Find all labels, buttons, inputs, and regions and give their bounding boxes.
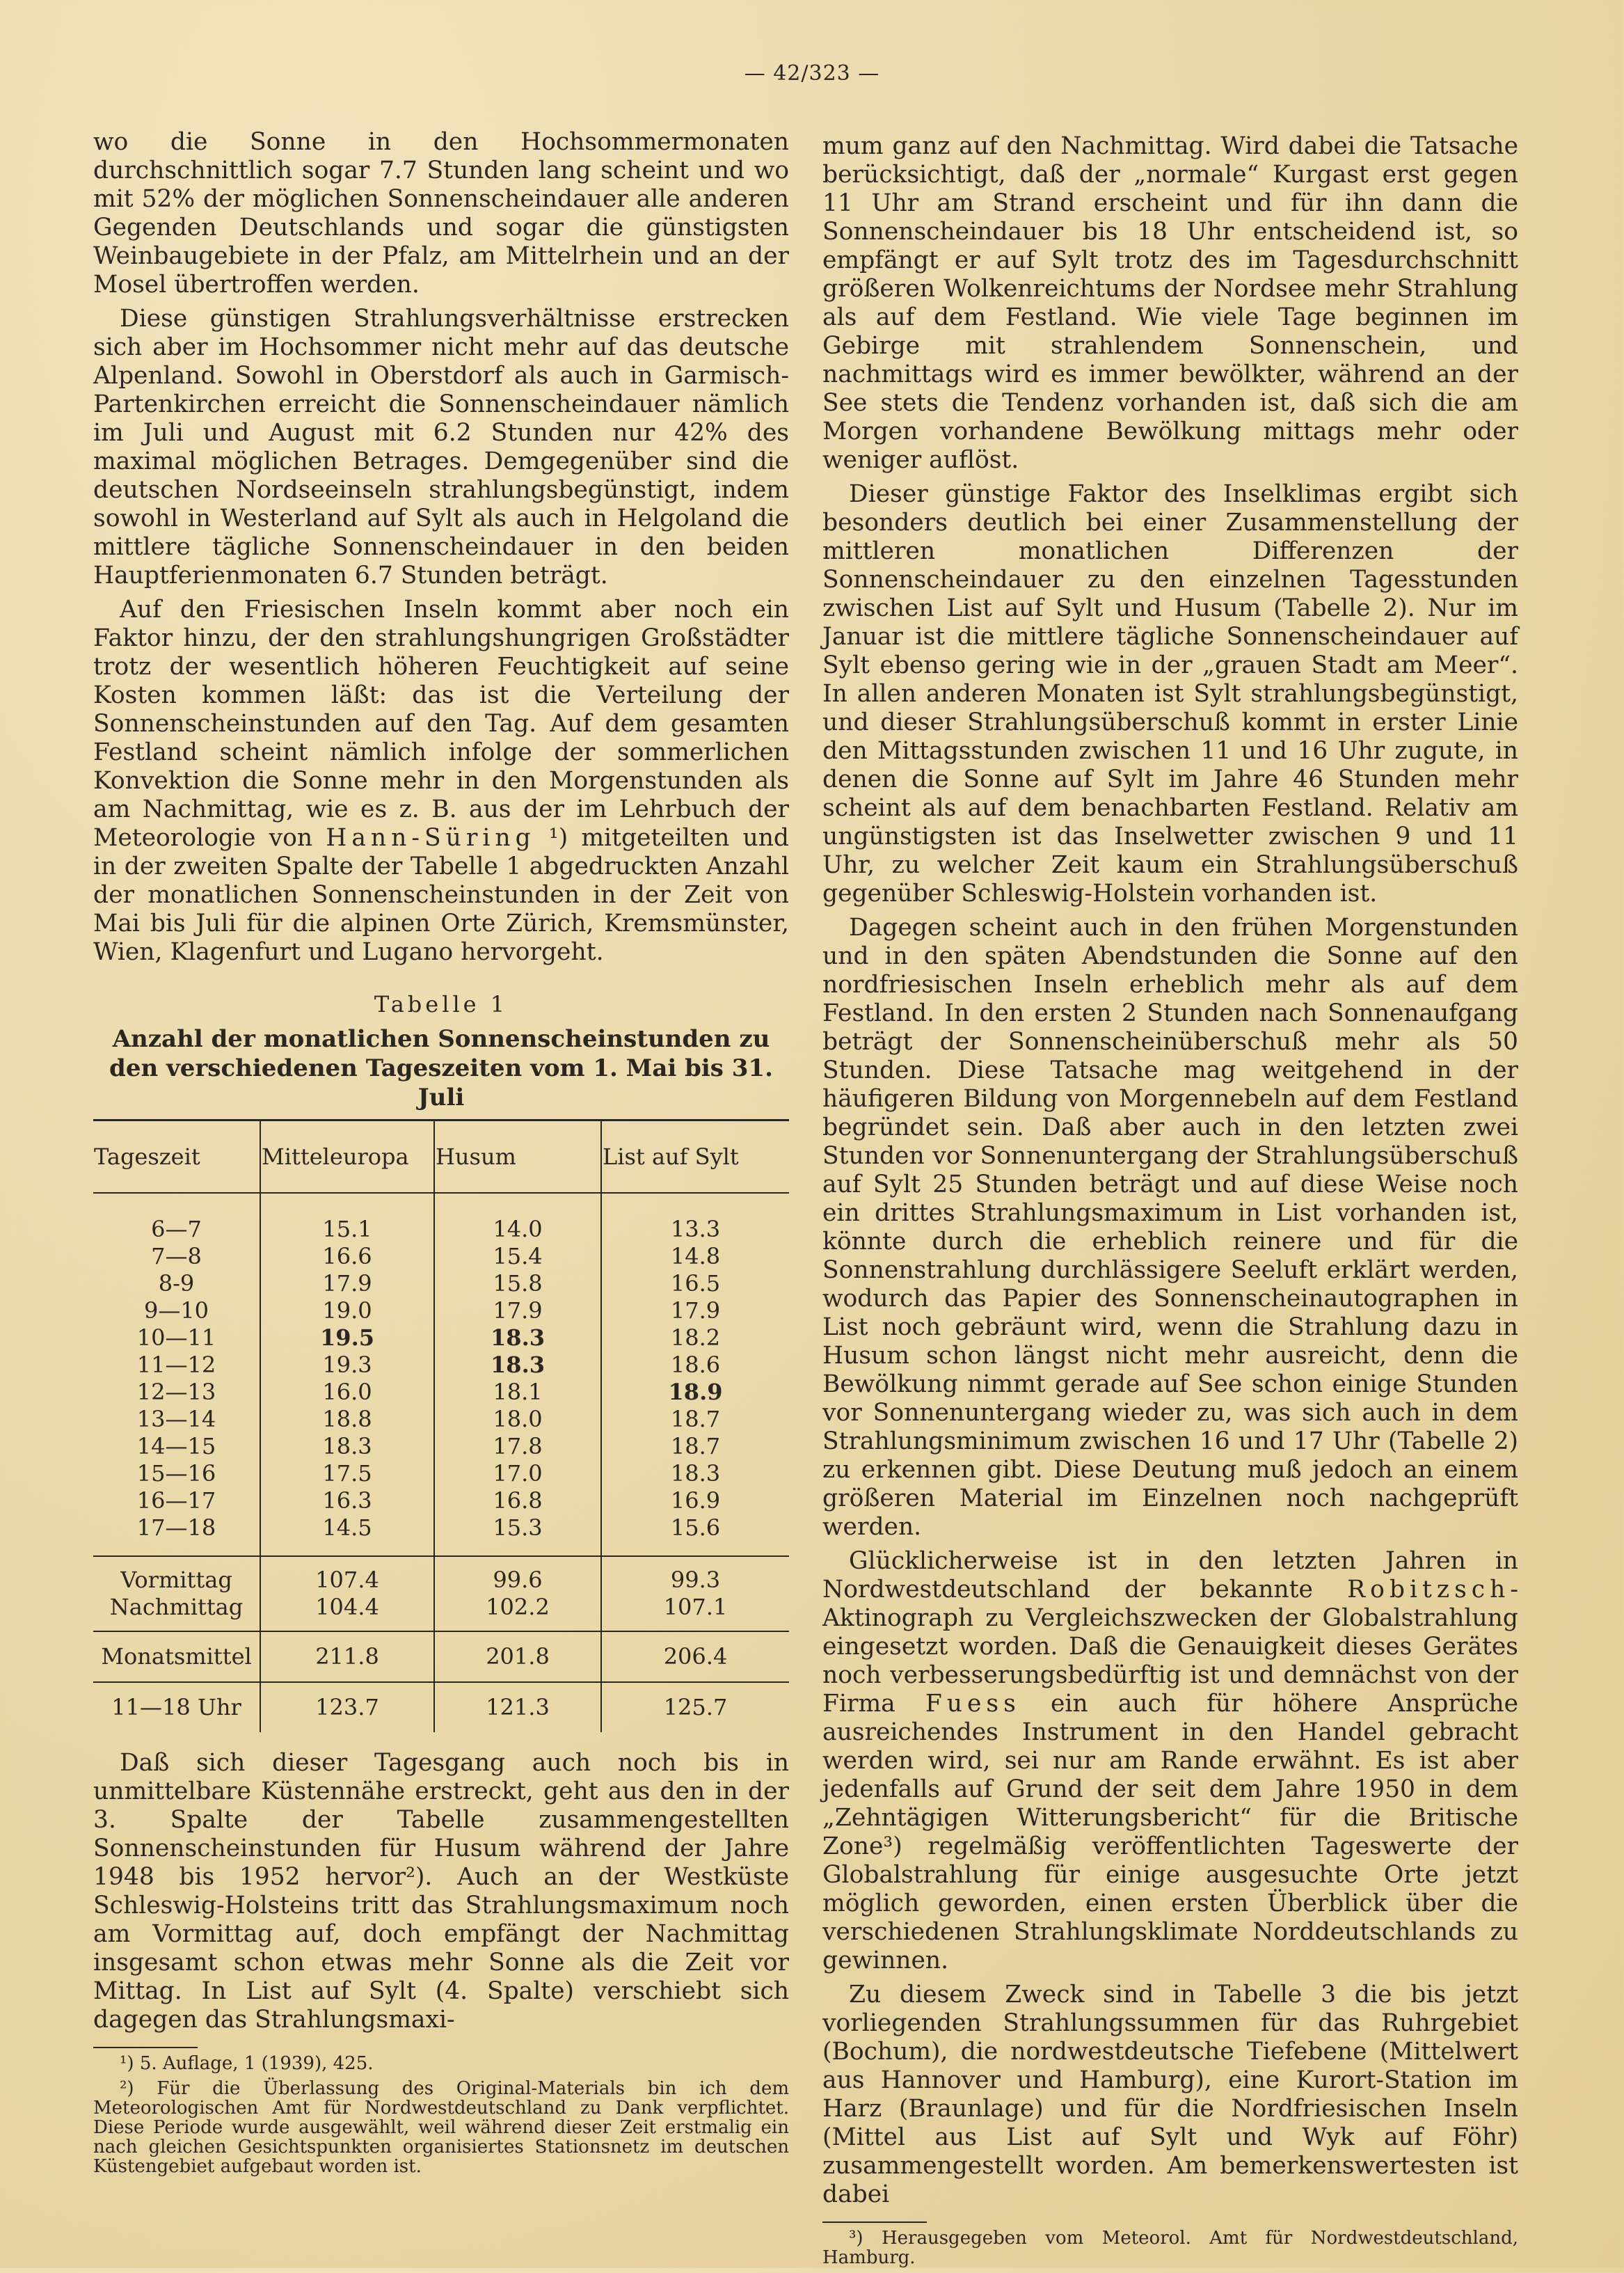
table-row [93, 1379, 789, 1406]
cell: 15.1 [260, 1193, 434, 1243]
cell: 125.7 [601, 1682, 789, 1732]
cell: 17—18 [136, 1514, 216, 1541]
cell: 18.1 [434, 1379, 601, 1406]
cell: 8-9 [158, 1270, 195, 1297]
page-number: — 42/323 — [744, 61, 880, 86]
footnote: ³) Herausgegeben vom Meteorol. Amt für Nordwestdeutschland, Hamburg. [822, 2228, 1518, 2268]
footnote: ¹) 5. Auflage, 1 (1939), 425. [120, 2053, 374, 2074]
cell: 107.1 [601, 1594, 789, 1631]
instrument-name: Robitzsch [1347, 1576, 1511, 1603]
cell: 18.8 [260, 1406, 434, 1433]
table-row-monatsmittel [93, 1631, 789, 1682]
cell: 11—12 [136, 1352, 216, 1378]
cell: 6—7 [151, 1216, 202, 1242]
paragraph: Dieser günstige Faktor des Inselklimas ergibt sich besonders deutlich bei einer Zusammenstellung der mittleren monatlichen Differenzen der Sonnenscheindauer zu den einzelnen Tagesstunden zwischen List auf Sylt und Husum (Tabelle 2). Nur im Januar ist die mittlere tägliche Sonnenscheindauer auf Sylt ebenso gering wie in der „grauen Stadt am Meer“. In allen anderen Monaten ist Sylt strahlungsbegünstigt, und dieser Strahlungsüberschuß kommt in erster Linie den Mittagsstunden zwischen 11 und 16 Uhr zugute, in denen die Sonne auf Sylt im Jahre 46 Stunden mehr scheint als auf dem benachbarten Festland. Relativ am ungünstigsten ist das Inselwetter zwischen 9 und 11 Uhr, zu welcher Zeit kaum ein Strahlungsüberschuß gegenüber Schleswig-Holstein vorhanden ist. [822, 480, 1518, 908]
right-column [822, 132, 1518, 2273]
paragraph-text: Auf den Friesischen Inseln kommt aber noch ein Faktor hinzu, der den strahlungshungrigen Großstädter trotz der wesentlich höheren Feuchtigkeit auf seine Kosten kommen läßt: das ist die Verteilung der Sonnenscheinstunden auf den Tag. Auf dem gesamten Festland scheint nämlich infolge der sommerlichen Konvektion die Sonne mehr in den Morgenstunden als am Nachmittag, wie es z. B. aus der im Lehrbuch der Meteorologie von [93, 596, 789, 852]
paragraph: wo die Sonne in den Hochsommermonaten durchschnittlich sogar 7.7 Stunden lang scheint und wo mit 52% der möglichen Sonnenscheindauer alle anderen Gegenden Deutschlands und sogar die günstigsten Weinbaugebiete in der Pfalz, am Mittelrhein und an der Mosel übertroffen werden. [93, 128, 789, 299]
left-column [93, 128, 789, 2182]
cell: 104.4 [260, 1594, 434, 1631]
footnote: ²) Für die Überlassung des Original-Materials bin ich dem Meteorologischen Amt für Nordwestdeutschland zu Dank verpflichtet. Diese Periode wurde ausgewählt, weil während dieser Zeit erstmalig ein nach gleichen Gesichtspunkten organisiertes Stationsnetz im deutschen Küstengebiet aufgebaut worden ist. [93, 2078, 789, 2177]
table-row-vormittag [93, 1556, 789, 1594]
cell: 211.8 [260, 1631, 434, 1682]
cell: 107.4 [260, 1556, 434, 1594]
paragraph: Zu diesem Zweck sind in Tabelle 3 die bis jetzt vorliegenden Strahlungssummen für das Ruhrgebiet (Bochum), die nordwestdeutsche Tiefebene (Mittelwert aus Hannover und Hamburg), eine Kurort-Station im Harz (Braunlage) und für die Nordfriesischen Inseln (Mittel aus List auf Sylt und Wyk auf Föhr) zusammengestellt worden. Am bemerkenswertesten ist dabei [822, 1981, 1518, 2208]
table-row [93, 1460, 789, 1487]
table-row [93, 1352, 789, 1379]
cell-max: 18.3 [434, 1324, 601, 1352]
author-name: Hann-Süring [326, 824, 536, 852]
table-row [93, 1324, 789, 1352]
table-row [93, 1270, 789, 1297]
column-header: List auf Sylt [601, 1120, 789, 1194]
cell: 18.0 [434, 1406, 601, 1433]
cell: 17.0 [434, 1460, 601, 1487]
cell: 16.3 [260, 1487, 434, 1514]
cell: 18.3 [260, 1433, 434, 1460]
cell: 18.6 [601, 1352, 789, 1379]
cell: 15.6 [601, 1514, 789, 1556]
cell: 16.6 [260, 1243, 434, 1270]
cell: 14.8 [601, 1243, 789, 1270]
cell: 19.0 [260, 1297, 434, 1324]
footnote-divider [93, 2047, 198, 2048]
cell: 10—11 [136, 1324, 216, 1351]
cell: 16—17 [136, 1487, 216, 1514]
cell: 18.3 [601, 1460, 789, 1487]
table-caption: Tabelle 1 [374, 991, 509, 1017]
cell: 16.5 [601, 1270, 789, 1297]
cell: 18.2 [601, 1324, 789, 1352]
cell: 15—16 [136, 1460, 216, 1487]
cell: 14—15 [136, 1433, 216, 1459]
cell: 201.8 [434, 1631, 601, 1682]
cell: 13.3 [601, 1193, 789, 1243]
table-header-row [93, 1120, 789, 1194]
cell: 15.4 [434, 1243, 601, 1270]
cell: 99.6 [434, 1556, 601, 1594]
table-row-nachmittag [93, 1594, 789, 1631]
cell: 14.5 [260, 1514, 434, 1556]
cell: 7—8 [151, 1243, 202, 1269]
cell: 12—13 [136, 1379, 216, 1405]
cell: 16.9 [601, 1487, 789, 1514]
cell: 18.7 [601, 1433, 789, 1460]
cell: 19.3 [260, 1352, 434, 1379]
cell: 18.7 [601, 1406, 789, 1433]
cell: 99.3 [601, 1556, 789, 1594]
sunshine-table [93, 1119, 789, 1732]
cell: 9—10 [143, 1297, 209, 1324]
table-row [93, 1243, 789, 1270]
cell: 16.0 [260, 1379, 434, 1406]
table-row-11-18 [93, 1682, 789, 1732]
paragraph: Diese günstigen Strahlungsverhältnisse erstrecken sich aber im Hochsommer nicht mehr auf das deutsche Alpenland. Sowohl in Oberstdorf als auch in Garmisch-Partenkirchen erreicht die Sonnenscheindauer nämlich im Juli und August mit 6.2 Stunden nur 42% des maximal möglichen Betrages. Demgegenüber sind die deutschen Nordseeinseln strahlungsbegünstigt, indem sowohl in Westerland auf Sylt als auch in Helgoland die mittlere tägliche Sonnenscheindauer in den beiden Hauptferienmonaten 6.7 Stunden beträgt. [93, 305, 789, 589]
paragraph: Daß sich dieser Tagesgang auch noch bis in unmittelbare Küstennähe erstreckt, geht aus den in der 3. Spalte der Tabelle zusammengestellten Sonnenscheinstunden für Husum während der Jahre 1948 bis 1952 hervor²). Auch an der Westküste Schleswig-Holsteins tritt das Strahlungsmaximum noch am Vormittag auf, doch empfängt der Nachmittag insgesamt schon etwas mehr Sonne als die Zeit vor Mittag. In List auf Sylt (4. Spalte) verschiebt sich dagegen das Strahlungsmaxi- [93, 1749, 789, 2034]
cell: Vormittag [93, 1556, 260, 1594]
table-row [93, 1433, 789, 1460]
cell-max: 19.5 [260, 1324, 434, 1352]
cell: 121.3 [434, 1682, 601, 1732]
cell: 15.8 [434, 1270, 601, 1297]
cell: 14.0 [434, 1193, 601, 1243]
table-row [93, 1297, 789, 1324]
table-row [93, 1514, 789, 1556]
paragraph-text: ¹) mitgeteilten und in der zweiten Spalte der Tabelle 1 abgedruckten Anzahl der monatlichen Sonnenscheinstunden in der Zeit von Mai bis Juli für die alpinen Orte Zürich, Kremsmünster, Wien, Klagenfurt und Lugano hervorgeht. [93, 824, 790, 966]
paragraph-text: Glücklicherweise ist in den letzten Jahren in Nordwestdeutschland der bekannte [822, 1547, 1518, 1603]
cell: Monatsmittel [93, 1631, 260, 1682]
table-row [93, 1487, 789, 1514]
cell: 206.4 [601, 1631, 789, 1682]
column-header: Mitteleuropa [260, 1120, 434, 1194]
table-row [93, 1406, 789, 1433]
cell: 102.2 [434, 1594, 601, 1631]
paragraph-text: ein auch für höhere Ansprüche ausreichendes Instrument in den Handel gebracht werden wird, sei nur am Rande erwähnt. Es ist aber jedenfalls auf Grund der seit dem Jahre 1950 in dem „Zehntägigen Witterungsbericht“ für die Britische Zone³) regelmäßig veröffentlichten Tageswerte der Globalstrahlung für einige ausgesuchte Orte jetzt möglich geworden, einen ersten Überblick über die verschiedenen Strahlungsklimate Norddeutschlands zu gewinnen. [822, 1690, 1518, 1974]
cell: 11—18 Uhr [93, 1682, 260, 1732]
cell: Nachmittag [109, 1594, 244, 1620]
paragraph-text: -Aktinograph zu Vergleichszwecken der Globalstrahlung eingesetzt worden. Daß die Genauigkeit dieses Gerätes noch verbesserungsbedürftig ist und demnächst von der Firma [822, 1576, 1518, 1718]
cell: 16.8 [434, 1487, 601, 1514]
table-title: Anzahl der monatlichen Sonnenscheinstunden zu den verschiedenen Tageszeiten vom 1. Mai bis 31. Juli [109, 1025, 773, 1111]
table-row [93, 1193, 789, 1243]
paragraph [93, 596, 789, 967]
cell-max: 18.3 [434, 1352, 601, 1379]
paragraph: mum ganz auf den Nachmittag. Wird dabei die Tatsache berücksichtigt, daß der „normale“ Kurgast erst gegen 11 Uhr am Strand erscheint und für ihn dann die Sonnenscheindauer bis 18 Uhr entscheidend ist, so empfängt er auf Sylt trotz des im Tagesdurchschnitt größeren Wolkenreichtums der Nordsee mehr Strahlung als auf dem Festland. Wie viele Tage beginnen im Gebirge mit strahlendem Sonnenschein, und nachmittags wird es immer bewölkter, während an der See stets die Tendenz vorhanden ist, daß sich die am Morgen vorhandene Bewölkung mittags mehr oder weniger auflöst. [822, 132, 1518, 474]
column-header: Husum [434, 1120, 601, 1194]
cell: 17.9 [601, 1297, 789, 1324]
cell: 17.8 [434, 1433, 601, 1460]
column-header: Tageszeit [93, 1120, 260, 1194]
cell: 17.5 [260, 1460, 434, 1487]
cell: 13—14 [136, 1406, 216, 1432]
cell: 17.9 [434, 1297, 601, 1324]
footnote-divider [822, 2221, 927, 2223]
cell: 123.7 [260, 1682, 434, 1732]
paragraph: Dagegen scheint auch in den frühen Morgenstunden und in den späten Abendstunden die Sonne auf den nordfriesischen Inseln erheblich mehr als auf dem Festland. In den ersten 2 Stunden nach Sonnenaufgang beträgt der Sonnenscheinüberschuß mehr als 50 Stunden. Diese Tatsache mag weitgehend in der häufigeren Bildung von Morgennebeln auf dem Festland begründet sein. Daß aber auch in den letzten zwei Stunden vor Sonnenuntergang der Strahlungsüberschuß auf Sylt 25 Stunden beträgt und auf diese Weise noch ein drittes Strahlungsmaximum in List vorhanden ist, könnte durch die erheblich reinere und für die Sonnenstrahlung durchlässigere Seeluft erklärt werden, wodurch das Papier des Sonnenscheinautographen in List noch gebräunt wird, wenn die Strahlung dazu in Husum schon längst nicht mehr ausreicht, denn die Bewölkung nimmt gerade auf See schon einige Stunden vor Sonnenuntergang wieder zu, was sich auch in dem Strahlungsminimum zwischen 16 und 17 Uhr (Tabelle 2) zu erkennen gibt. Diese Deutung muß jedoch an einem größeren Material im Einzelnen noch nachgeprüft werden. [822, 914, 1518, 1541]
cell-max: 18.9 [601, 1379, 789, 1406]
company-name: Fuess [925, 1690, 1021, 1718]
paragraph [822, 1547, 1518, 1975]
cell: 17.9 [260, 1270, 434, 1297]
cell: 15.3 [434, 1514, 601, 1556]
